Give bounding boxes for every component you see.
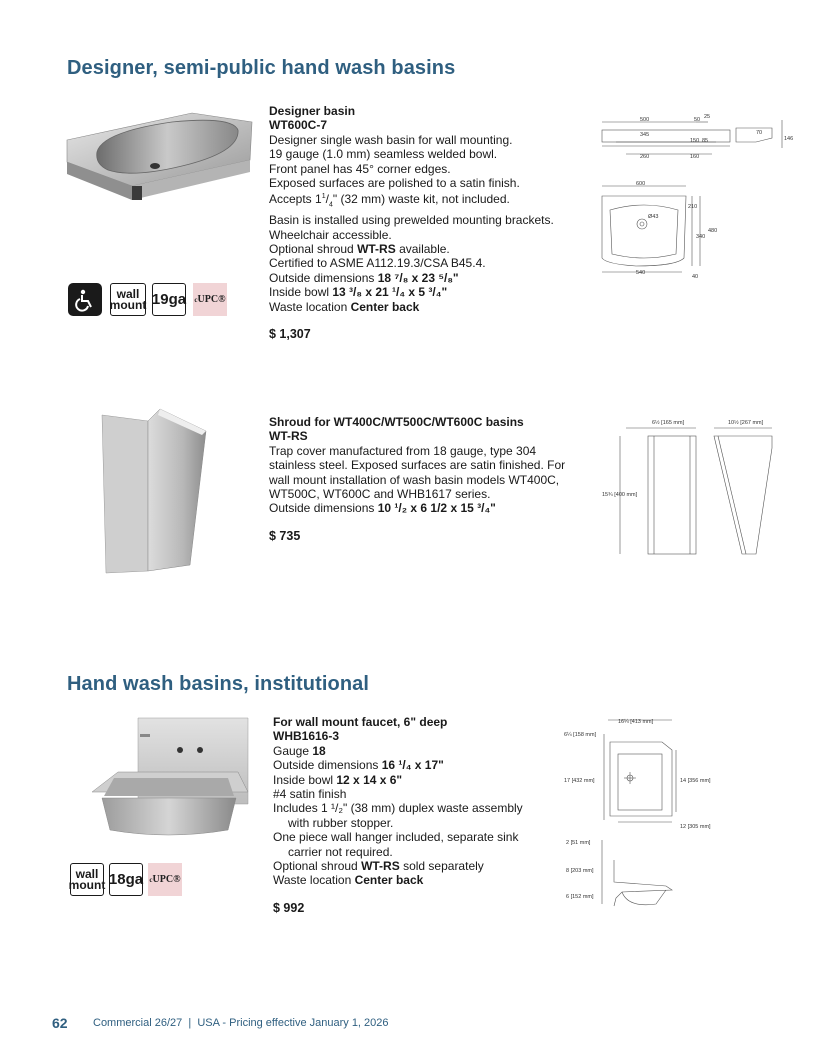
dim-label: 345 bbox=[640, 132, 650, 138]
product-model: WT600C-7 bbox=[269, 118, 328, 133]
institutional-basin-drawing bbox=[562, 712, 722, 912]
spec-line: 19 gauge (1.0 mm) seamless welded bowl. bbox=[269, 147, 498, 162]
designer-basin-plan-drawing bbox=[596, 180, 726, 280]
upc-badge: c UPC® bbox=[193, 283, 227, 316]
shroud-drawing bbox=[596, 414, 800, 560]
product-model: WT-RS bbox=[269, 429, 308, 444]
dim-label: 70 bbox=[756, 130, 763, 136]
wheelchair-accessible-icon bbox=[68, 283, 102, 316]
shroud-image bbox=[96, 405, 208, 575]
dim-label: 340 bbox=[696, 234, 706, 240]
spec-waste-kit: Accepts $1^1/_4$" (32 mm) waste kit, not included. bbox=[269, 192, 510, 209]
spec-outside-dimensions: Outside dimensions 10 ¹/₂ x 6 1/2 x 15 ³/₄" bbox=[269, 501, 496, 516]
spec-shroud: Optional shroud WT-RS sold separately bbox=[273, 859, 484, 874]
dim-label: 540 bbox=[636, 270, 646, 276]
product-name: Designer basin bbox=[269, 104, 356, 118]
dim-label: 6 [152 mm] bbox=[566, 894, 594, 900]
spec-line: Certified to ASME A112.19.3/CSA B45.4. bbox=[269, 256, 486, 271]
dim-label: 6¼ [158 mm] bbox=[564, 732, 597, 738]
spec-line: wall mount installation of wash basin models WT400C, bbox=[269, 472, 560, 487]
spec-line: Exposed surfaces are polished to a satin finish. bbox=[269, 176, 520, 191]
product-name: Shroud for WT400C/WT500C/WT600C basins bbox=[269, 415, 524, 429]
dim-label: 10½ [267 mm] bbox=[728, 420, 764, 426]
dim-label: 16¼ [413 mm] bbox=[618, 719, 654, 725]
product-shroud bbox=[269, 415, 565, 543]
dim-label: 8 [203 mm] bbox=[566, 868, 594, 874]
spec-line: Front panel has 45° corner edges. bbox=[269, 161, 451, 176]
footer-text: Commercial 26/27 | USA - Pricing effective January 1, 2026 bbox=[93, 1017, 389, 1029]
section-title-designer: Designer, semi-public hand wash basins bbox=[67, 57, 456, 79]
dim-label: 6½ [165 mm] bbox=[652, 420, 685, 426]
spec-hanger: One piece wall hanger included, separate sink bbox=[273, 830, 519, 845]
spec-finish: #4 satin finish bbox=[273, 787, 347, 802]
spec-line: Wheelchair accessible. bbox=[269, 227, 392, 242]
gauge-19-badge: 19ga bbox=[152, 283, 186, 316]
dim-label: 150 bbox=[690, 138, 700, 144]
spec-inside-bowl: Inside bowl 13 ³/₈ x 21 ¹/₄ x 5 ³/₄" bbox=[269, 285, 448, 300]
spec-line: Trap cover manufactured from 18 gauge, type 304 bbox=[269, 443, 537, 458]
spec-includes: Includes 1 ¹/₂" (38 mm) duplex waste assembly bbox=[273, 801, 523, 816]
upc-badge: c UPC® bbox=[148, 863, 182, 896]
section-title-institutional: Hand wash basins, institutional bbox=[67, 673, 370, 695]
price: $ 735 bbox=[269, 528, 301, 543]
dim-label: 50 bbox=[694, 117, 701, 123]
dim-label: 17 [432 mm] bbox=[564, 778, 595, 784]
spec-outside-dimensions: Outside dimensions 18 ⁷/₈ x 23 ⁵/₈" bbox=[269, 270, 459, 285]
spec-line: Basin is installed using prewelded mounting brackets. bbox=[269, 213, 554, 228]
dim-label: 500 bbox=[640, 117, 650, 123]
spec-outside-dimensions: Outside dimensions 16 ¹/₄ x 17" bbox=[273, 758, 444, 773]
dim-label: 40 bbox=[692, 274, 699, 280]
dim-label: 210 bbox=[688, 204, 698, 210]
dim-label: 25 bbox=[704, 114, 711, 120]
designer-basin-elevation-drawing bbox=[596, 112, 796, 164]
dim-label: 260 bbox=[640, 154, 650, 160]
spec-line: Designer single wash basin for wall mounting. bbox=[269, 132, 513, 147]
wall-mount-badge: wall mount bbox=[70, 863, 104, 896]
dim-label: 160 bbox=[690, 154, 700, 160]
page-number: 62 bbox=[52, 1015, 68, 1031]
product-designer-basin bbox=[269, 104, 554, 341]
price: $ 992 bbox=[273, 900, 305, 915]
spec-gauge: Gauge 18 bbox=[273, 743, 326, 758]
dim-label: 480 bbox=[708, 228, 718, 234]
dim-label: 2 [51 mm] bbox=[566, 840, 591, 846]
product-model: WHB1616-3 bbox=[273, 729, 340, 744]
product-name: For wall mount faucet, 6" deep bbox=[273, 715, 448, 729]
dim-label: 85 bbox=[702, 138, 709, 144]
product-whb1616-3 bbox=[273, 715, 523, 915]
dim-label: 12 [305 mm] bbox=[680, 824, 711, 830]
dim-label: 14 [356 mm] bbox=[680, 778, 711, 784]
price: $ 1,307 bbox=[269, 327, 311, 342]
spec-waste-location: Waste location Center back bbox=[273, 873, 424, 888]
dim-label: 15¾ [400 mm] bbox=[602, 492, 638, 498]
dim-label: 600 bbox=[636, 181, 646, 187]
spec-waste-location: Waste location Center back bbox=[269, 299, 420, 314]
dim-label: 146 bbox=[784, 136, 794, 142]
designer-basin-image bbox=[62, 100, 254, 208]
spec-line: stainless steel. Exposed surfaces are satin finished. For bbox=[269, 458, 566, 473]
spec-line: WT500C, WT600C and WHB1617 series. bbox=[269, 487, 491, 502]
spec-includes-cont: with rubber stopper. bbox=[288, 815, 394, 830]
dim-label: Ø43 bbox=[648, 214, 659, 220]
institutional-basin-image bbox=[88, 712, 256, 844]
spec-hanger-cont: carrier not required. bbox=[288, 844, 393, 859]
wall-mount-badge: wall mount bbox=[110, 283, 146, 316]
spec-shroud: Optional shroud WT-RS available. bbox=[269, 242, 450, 257]
gauge-18-badge: 18ga bbox=[109, 863, 143, 896]
spec-inside-bowl: Inside bowl 12 x 14 x 6" bbox=[273, 772, 403, 787]
